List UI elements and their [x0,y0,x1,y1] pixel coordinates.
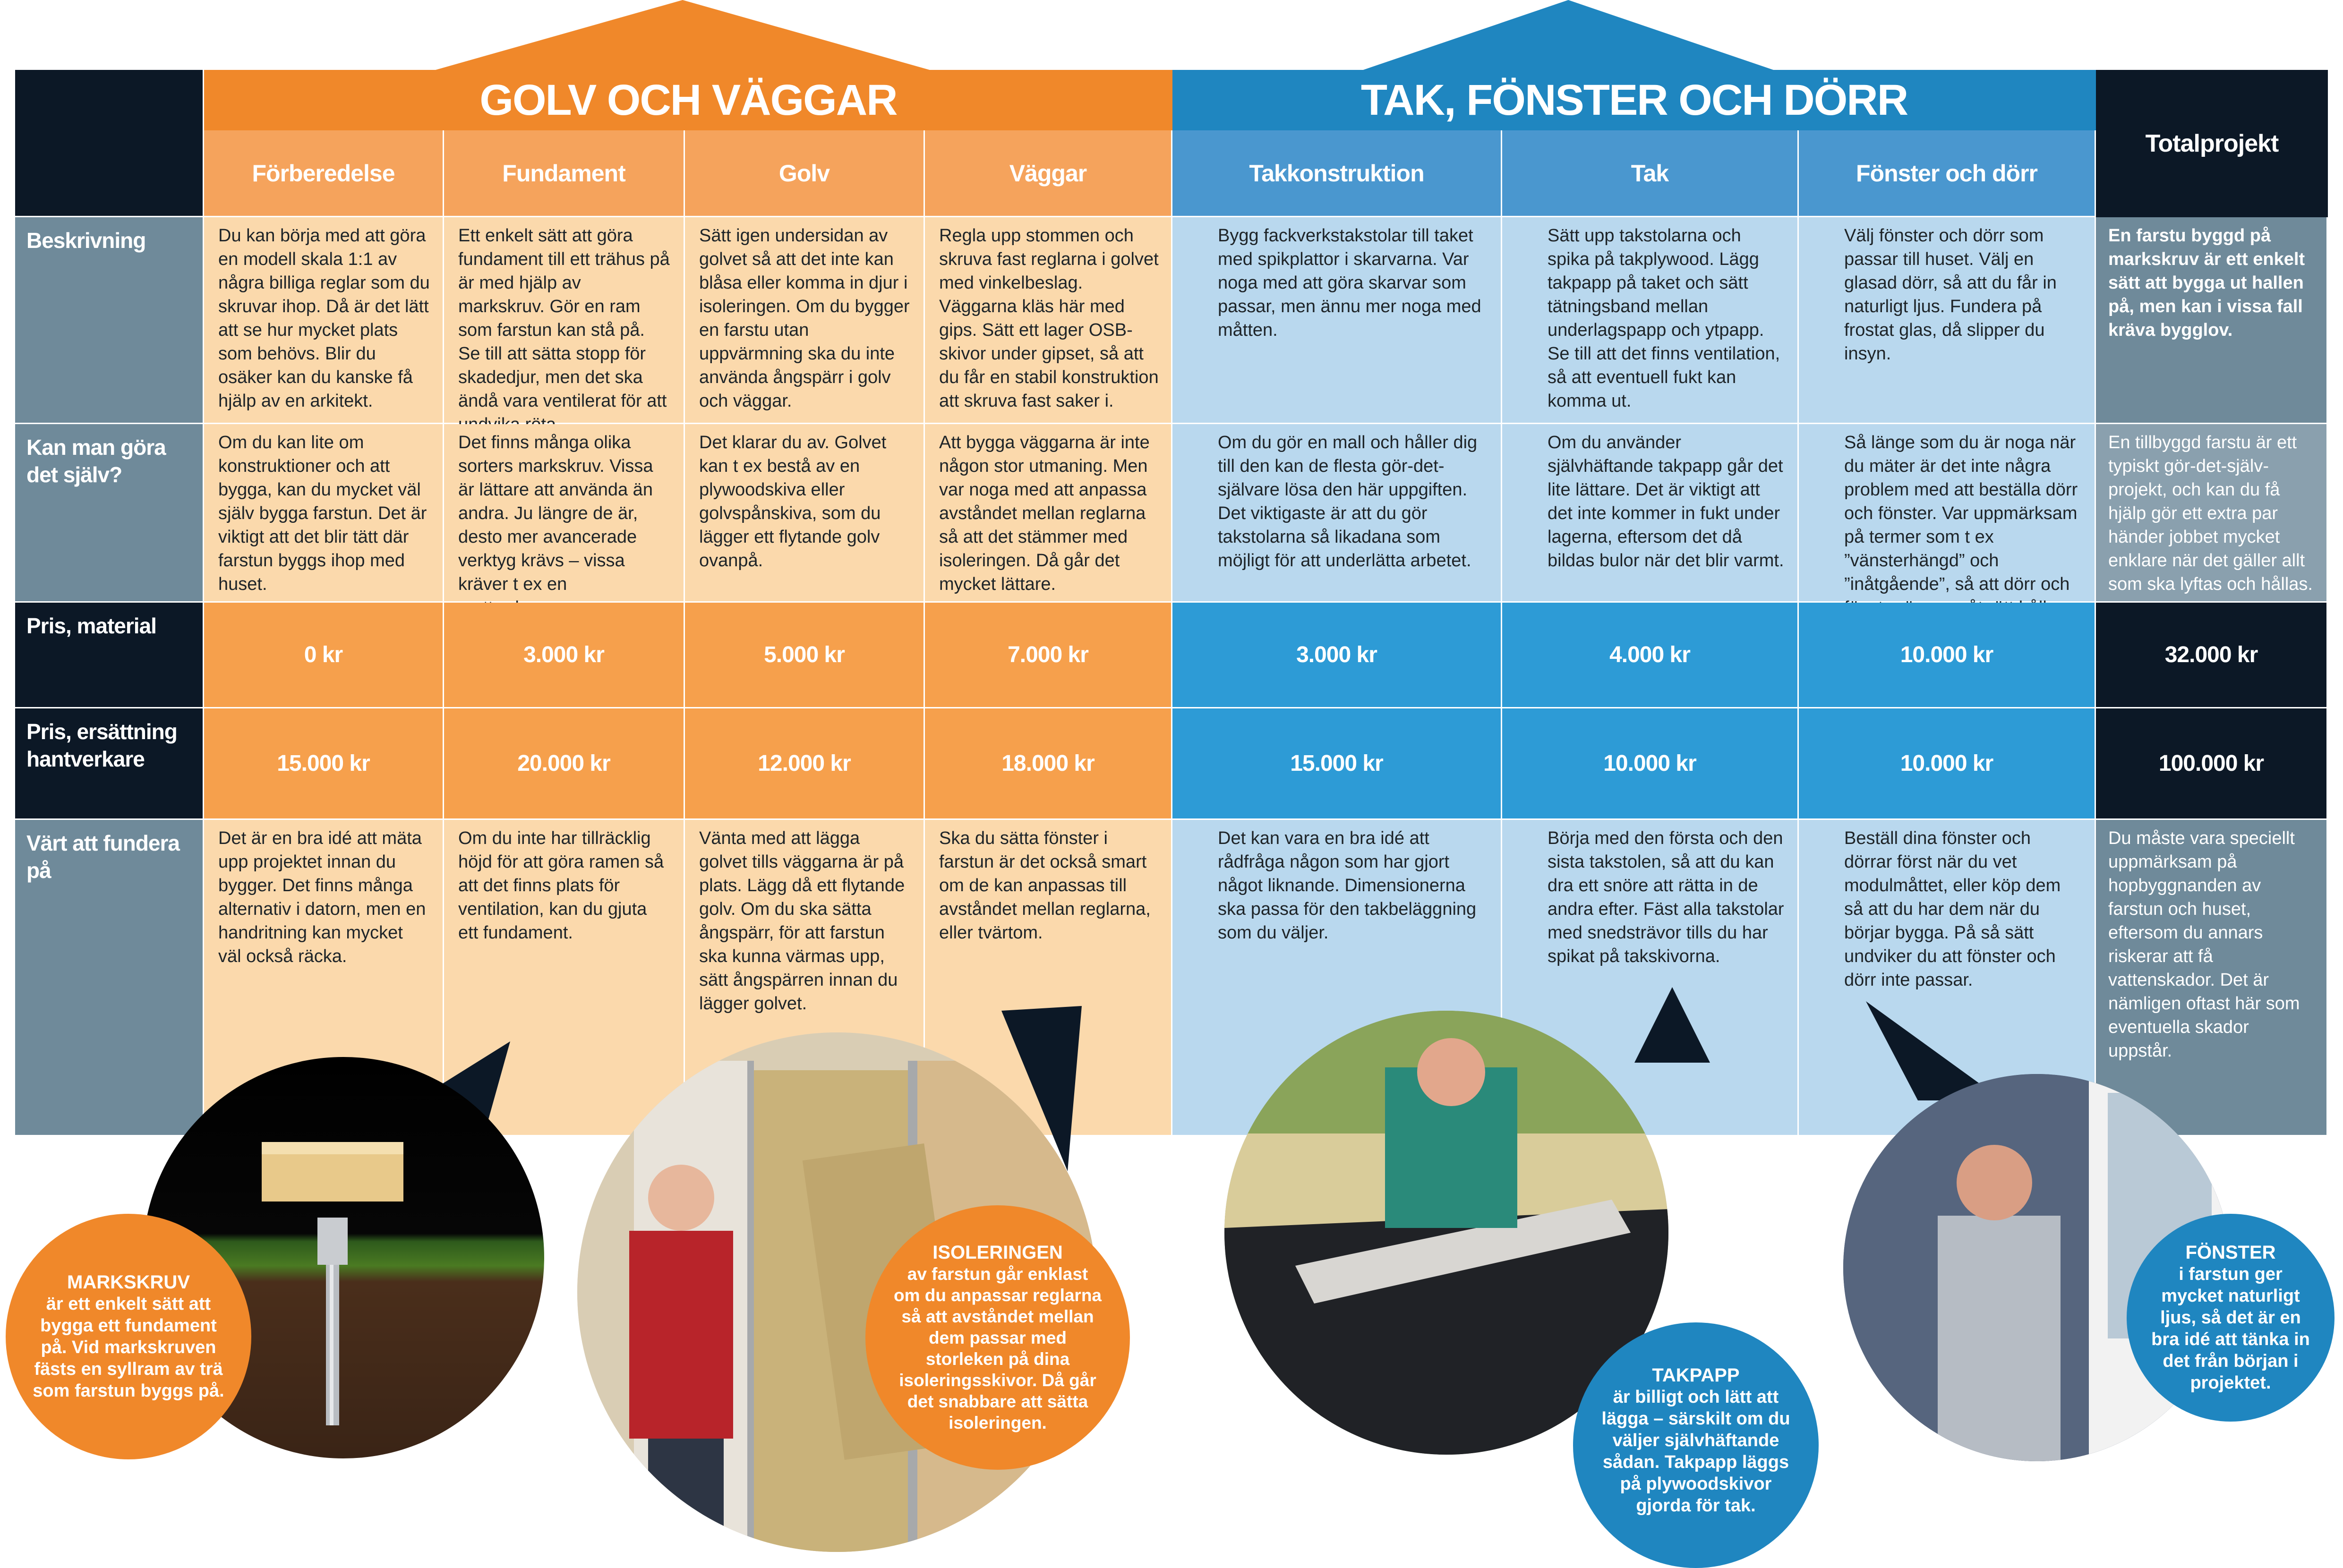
consider-cell-golv: Vänta med att lägga golvet tills väggarna är på plats. Lägg då ett flytande golv. Om du ska sätta ångspärr, för att farstun ska kunna värmas upp, sätt ångspärren innan du lägger golvet. [685,820,925,1136]
callout-markskruv-title: MARKSKRUV [67,1272,190,1293]
consider-cell-fundament: Om du inte har tillräcklig höjd för att göra ramen så att det finns plats för ventilation, kan du gjuta ett fundament. [444,820,685,1136]
total-diy: En tillbyggd farstu är ett typiskt gör-det-själv-projekt, och kan du få hjälp gör ett extra par händer jobbet mycket enklare när det gäller allt som ska lyftas och hållas. [2096,424,2328,603]
material-cell-forberedelse: 0 kr [204,603,444,708]
total-consider: Du måste vara speciellt uppmärksam på hopbyggnanden av farstun och huset, eftersom du annars riskerar att få vattenskador. Det är nämligen oftast här som eventuella skador uppstår. [2096,820,2328,1136]
section-title-golv-vaggar: GOLV OCH VÄGGAR [204,70,1172,130]
labor-cell-tak: 10.000 kr [1502,708,1799,820]
diy-cell-tak: Om du använder självhäftande takpapp går det lite lättare. Det är viktigt att det inte kommer in fukt under lagerna, eftersom det då bildas bulor när det blir varmt. [1502,424,1799,603]
labor-cell-golv: 12.000 kr [685,708,925,820]
desc-cell-vaggar: Regla upp stommen och skruva fast reglarna i golvet med vinkelbeslag. Väggarna kläs här med gips. Sätt ett lager OSB-skivor under gipset, så att du får en stabil konstruktion att skruva fast saker i. [925,217,1172,424]
diy-cell-fundament: Det finns många olika sorters markskruv. Vissa är lättare att använda än andra. Ju längre de är, desto mer avancerade verktyg krävs – vissa kräver t ex en [444,424,685,603]
desc-cell-forberedelse: Du kan börja med att göra en modell skala 1:1 av några billiga reglar som du skruvar ihop. Då är det lätt att se hur mycket plats som behövs. Blir du osäker kan du kanske få hjälp av en arkitekt. [204,217,444,424]
column-header-fundament: Fundament [444,130,685,217]
column-header-vaggar: Väggar [925,130,1172,217]
labor-cell-takkonstruktion: 15.000 kr [1172,708,1502,820]
callout-markskruv-text: är ett enkelt sätt att bygga ett fundament på. Vid markskruven fästs en syllram av trä som farstun byggs på. [33,1294,224,1401]
column-header-fonster-och-dorr: Fönster och dörr [1799,130,2096,217]
callout-fonster [2127,1214,2334,1422]
row-label-description: Beskrivning [15,217,204,424]
labor-cell-forberedelse: 15.000 kr [204,708,444,820]
callout-takpapp-title: TAKPAPP [1652,1365,1740,1386]
material-cell-vaggar: 7.000 kr [925,603,1172,708]
column-header-golv: Golv [685,130,925,217]
column-header-tak: Tak [1502,130,1799,217]
row-label-material-price: Pris, material [15,603,204,708]
row-label-consider: Värt att fundera på [15,820,204,1136]
consider-cell-vaggar: Ska du sätta fönster i farstun är det också smart om de kan anpassas till avståndet mellan reglarna, eller tvärtom. [925,820,1172,1136]
callout-isolering-text: av farstun går enklast om du anpassar reglarna så att avståndet mellan dem passar med storleken på dina isoleringsskivor. Då går det snabbare att sätta isoleringen. [893,1264,1102,1432]
material-cell-fundament: 3.000 kr [444,603,685,708]
row-label-diy: Kan man göra det själv? [15,424,204,603]
total-labor-price: 100.000 kr [2096,708,2328,820]
diy-cell-takkonstruktion: Om du gör en mall och håller dig till den kan de flesta gör-det-självare lösa den här uppgiften. Det viktigaste är att du gör takstolarna så likadana som möjligt för att underlätta arbetet. [1172,424,1502,603]
desc-cell-tak: Sätt upp takstolarna och spika på takplywood. Lägg takpapp på taket och sätt tätningsband mellan underlagspapp och ytpapp. Se till att det finns ventilation, så att eventuell fukt kan komma ut. [1502,217,1799,424]
material-cell-golv: 5.000 kr [685,603,925,708]
labor-cell-vaggar: 18.000 kr [925,708,1172,820]
section-title-tak-fonster-dorr: TAK, FÖNSTER OCH DÖRR [1172,70,2096,130]
diy-cell-forberedelse: Om du kan lite om konstruktioner och att bygga, kan du mycket väl själv bygga farstun. Det är viktigt att det blir tätt där farstun byggs ihop med huset. [204,424,444,603]
column-header-forberedelse: Förberedelse [204,130,444,217]
diy-cell-golv: Det klarar du av. Golvet kan t ex bestå av en plywoodskiva eller golvspånskiva, som du lägger ett flytande golv ovanpå. [685,424,925,603]
total-material-price: 32.000 kr [2096,603,2328,708]
callout-isolering [865,1205,1130,1470]
diy-cell-fonster-och-dorr: Så länge som du är noga när du mäter är det inte några problem med att beställa dörr och fönster. Var uppmärksam på termer som t ex ”vänsterhängd” och ”inåtgående”, så att dörr och [1799,424,2096,603]
material-cell-tak: 4.000 kr [1502,603,1799,708]
callout-takpapp-text: är billigt och lätt att lägga – särskilt om du väljer självhäftande sådan. Takpapp läggs på plywoodskivor gjorda för tak. [1601,1387,1790,1516]
callout-isolering-title: ISOLERINGEN [932,1242,1063,1263]
material-cell-fonster-och-dorr: 10.000 kr [1799,603,2096,708]
labor-cell-fonster-och-dorr: 10.000 kr [1799,708,2096,820]
consider-cell-forberedelse: Det är en bra idé att mäta upp projektet innan du bygger. Det finns många alternativ i datorn, men en handritning kan mycket väl också räcka. [204,820,444,1136]
consider-cell-tak: Börja med den första och den sista takstolen, så att du kan dra ett snöre att rätta in de andra efter. Fäst alla takstolar med snedsträvor tills du har spikat på takskivorna. [1502,820,1799,1136]
consider-cell-fonster-och-dorr: Beställ dina fönster och dörrar först när du vet modulmåttet, eller köp dem så att du har dem när du börjar bygga. På så sätt undviker du att fönster och dörr inte passar. [1799,820,2096,1136]
row-label-labor-price: Pris, ersättning hantverkare [15,708,204,820]
callout-fonster-text: i farstun ger mycket naturligt ljus, så det är en bra idé att tänka in det från början i projektet. [2151,1264,2310,1393]
desc-cell-takkonstruktion: Bygg fackverkstakstolar till taket med spikplattor i skarvarna. Var noga med att göra skarvar som passar, men ännu mer noga med måtten. [1172,217,1502,424]
total-description: En farstu byggd på markskruv är ett enkelt sätt att bygga ut hallen på, men kan i vissa fall kräva bygglov. [2096,217,2328,424]
callout-markskruv [6,1214,251,1459]
callout-fonster-title: FÖNSTER [2185,1242,2276,1263]
desc-cell-golv: Sätt igen undersidan av golvet så att det inte kan blåsa eller komma in djur i isoleringen. Om du bygger en farstu utan uppvärmning ska du inte använda ångspärr i golv och väggar. [685,217,925,424]
material-cell-takkonstruktion: 3.000 kr [1172,603,1502,708]
labor-cell-fundament: 20.000 kr [444,708,685,820]
callout-takpapp [1573,1322,1819,1568]
diy-cell-vaggar: Att bygga väggarna är inte någon stor utmaning. Men var noga med att anpassa avståndet mellan reglarna så att det stämmer med isoleringen. Då går det mycket lättare. [925,424,1172,603]
column-header-takkonstruktion: Takkonstruktion [1172,130,1502,217]
consider-cell-takkonstruktion: Det kan vara en bra idé att rådfråga någon som har gjort något liknande. Dimensionerna ska passa för den takbeläggning som du väljer. [1172,820,1502,1136]
desc-cell-fundament: Ett enkelt sätt att göra fundament till ett trähus på är med hjälp av markskruv. Gör en ram som farstun kan stå på. Se till att sätta stopp för skadedjur, men det ska ändå vara ventilerat för att [444,217,685,424]
section-title-totalprojekt: Totalprojekt [2096,70,2328,217]
desc-cell-fonster-och-dorr: Välj fönster och dörr som passar till huset. Välj en glasad dörr, så att du får in naturligt ljus. Fundera på frostat glas, då slipper du insyn. [1799,217,2096,424]
